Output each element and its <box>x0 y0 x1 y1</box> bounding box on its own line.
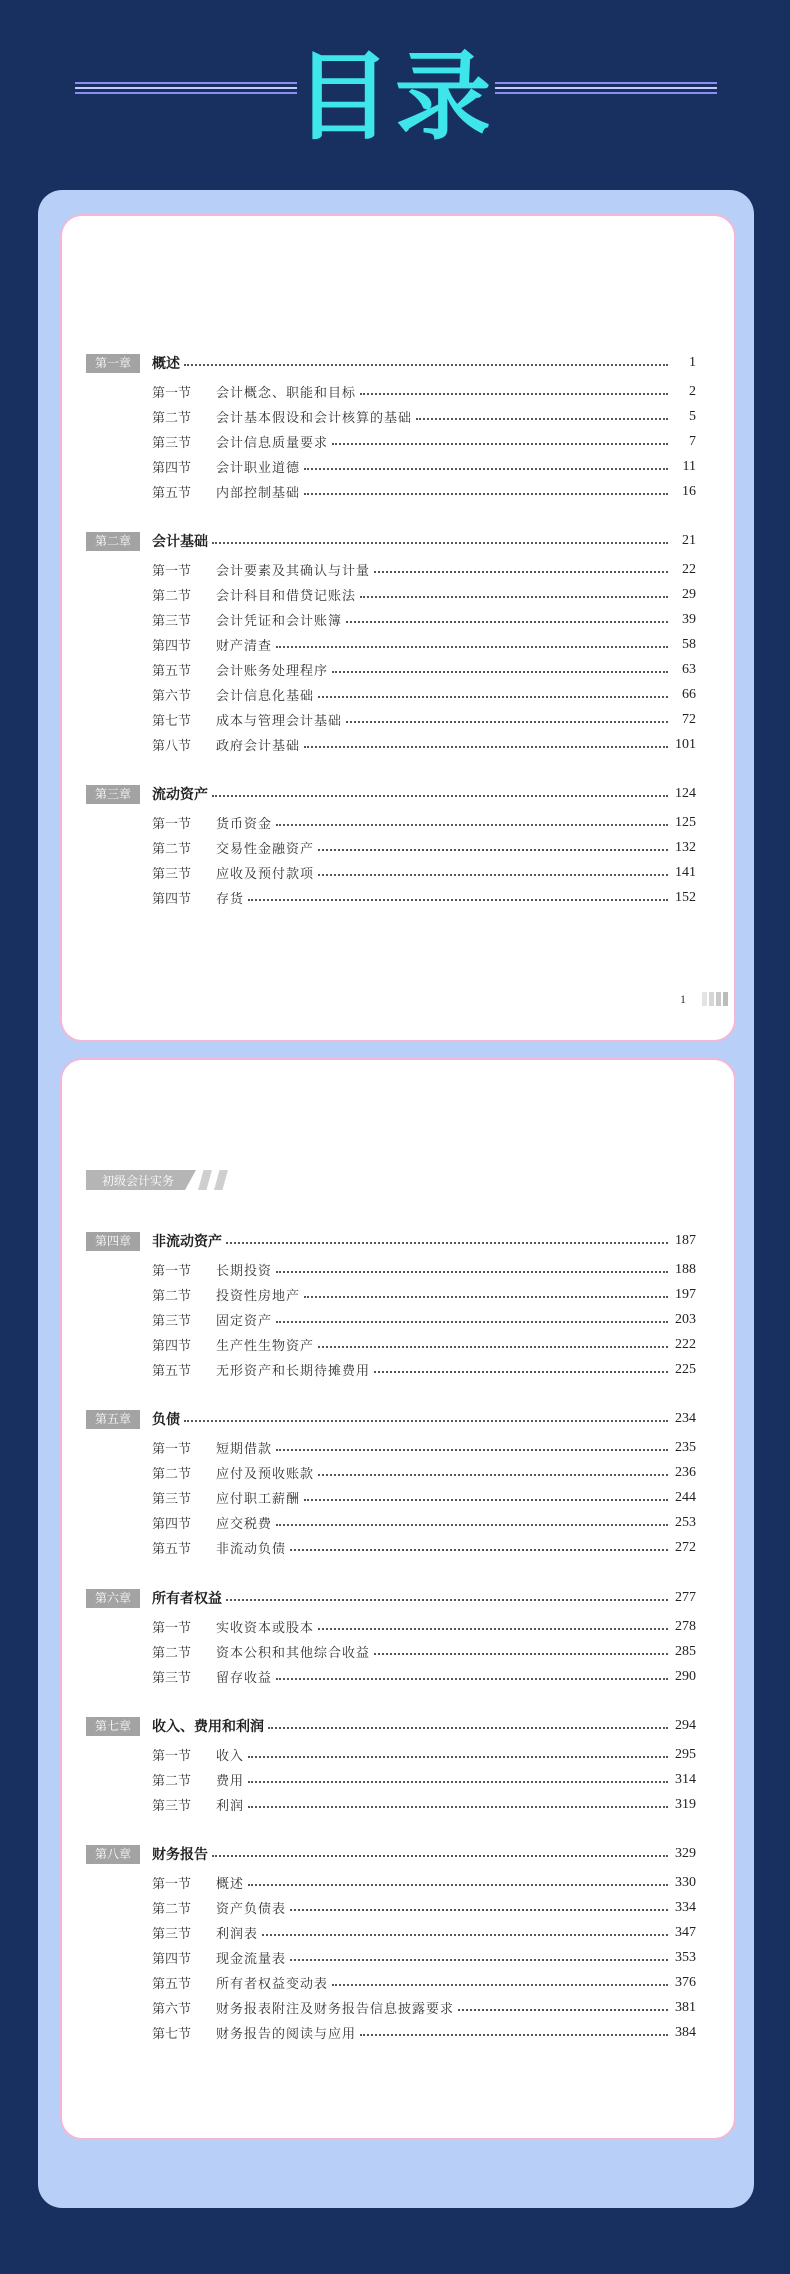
leader-dots <box>212 1855 668 1857</box>
section-number: 第二节 <box>152 1774 192 1789</box>
section-number: 第一节 <box>152 1621 192 1636</box>
leader-dots <box>374 571 668 573</box>
section-number: 第三节 <box>152 1492 192 1507</box>
section-title: 货币资金 <box>216 817 273 832</box>
section-number: 第三节 <box>152 436 192 451</box>
section-title: 固定资产 <box>216 1314 273 1329</box>
chapter-block <box>86 349 696 504</box>
section-row[interactable] <box>86 1767 696 1792</box>
leader-dots <box>276 1524 668 1526</box>
leader-dots <box>268 1727 668 1729</box>
leader-dots <box>248 1806 668 1808</box>
leader-dots <box>318 696 668 698</box>
section-number: 第三节 <box>152 1799 192 1814</box>
chapter-row[interactable] <box>86 1712 696 1740</box>
leader-dots <box>332 671 668 673</box>
section-title: 长期投资 <box>216 1264 273 1279</box>
chapter-title: 负债 <box>152 1412 180 1428</box>
section-page: 295 <box>675 1746 696 1762</box>
section-title: 交易性金融资产 <box>216 842 315 857</box>
chapter-title: 非流动资产 <box>152 1234 222 1250</box>
section-number: 第四节 <box>152 461 192 476</box>
section-title: 财务报表附注及财务报告信息披露要求 <box>216 2002 455 2017</box>
chapter-block <box>86 780 696 910</box>
chapter-title: 流动资产 <box>152 787 208 803</box>
section-number: 第三节 <box>152 867 192 882</box>
section-row[interactable] <box>86 1920 696 1945</box>
section-title: 实收资本或股本 <box>216 1621 315 1636</box>
leader-dots <box>416 418 668 420</box>
section-row[interactable] <box>86 479 696 504</box>
section-title: 费用 <box>216 1774 245 1789</box>
section-title: 现金流量表 <box>216 1952 287 1967</box>
section-row[interactable] <box>86 1357 696 1382</box>
leader-dots <box>212 542 668 544</box>
chapter-row[interactable] <box>86 780 696 808</box>
section-number: 第六节 <box>152 2002 192 2017</box>
section-row[interactable] <box>86 1895 696 1920</box>
section-title: 留存收益 <box>216 1671 273 1686</box>
leader-dots <box>360 2034 668 2036</box>
section-row[interactable] <box>86 1664 696 1689</box>
leader-dots <box>318 849 668 851</box>
section-row[interactable] <box>86 1257 696 1282</box>
section-number: 第四节 <box>152 639 192 654</box>
leader-dots <box>184 364 668 366</box>
section-row[interactable] <box>86 1614 696 1639</box>
chapter-number-badge: 第三章 <box>86 785 140 804</box>
chapter-number-badge: 第八章 <box>86 1845 140 1864</box>
section-row[interactable] <box>86 2020 696 2045</box>
chapter-page: 124 <box>675 786 696 801</box>
leader-dots <box>346 621 668 623</box>
chapter-row[interactable] <box>86 1840 696 1868</box>
book-tag-label: 初级会计实务 <box>102 1174 175 1188</box>
chapter-page: 187 <box>675 1233 696 1248</box>
section-page: 236 <box>675 1464 696 1480</box>
section-page: 235 <box>675 1439 696 1455</box>
leader-dots <box>360 393 668 395</box>
book-tag <box>86 1170 236 1190</box>
section-title: 财产清查 <box>216 639 273 654</box>
section-page: 314 <box>675 1771 696 1787</box>
section-row[interactable] <box>86 1435 696 1460</box>
chapter-title: 所有者权益 <box>152 1591 222 1607</box>
section-number: 第四节 <box>152 892 192 907</box>
section-number: 第三节 <box>152 1314 192 1329</box>
section-page: 285 <box>675 1643 696 1659</box>
section-title: 成本与管理会计基础 <box>216 714 343 729</box>
section-number: 第三节 <box>152 1671 192 1686</box>
leader-dots <box>290 1549 668 1551</box>
leader-dots <box>276 1271 668 1273</box>
section-title: 投资性房地产 <box>216 1289 301 1304</box>
chapter-block <box>86 1405 696 1560</box>
leader-dots <box>276 1449 668 1451</box>
section-page: 152 <box>675 889 696 905</box>
leader-dots <box>276 824 668 826</box>
leader-dots <box>290 1959 668 1961</box>
leader-dots <box>374 1371 668 1373</box>
chapter-row[interactable] <box>86 349 696 377</box>
section-page: 58 <box>682 636 696 652</box>
section-row[interactable] <box>86 707 696 732</box>
section-row[interactable] <box>86 810 696 835</box>
section-row[interactable] <box>86 404 696 429</box>
leader-dots <box>304 493 668 495</box>
leader-dots <box>304 746 668 748</box>
section-row[interactable] <box>86 379 696 404</box>
leader-dots <box>318 1346 668 1348</box>
section-page: 11 <box>682 458 696 474</box>
section-title: 会计基本假设和会计核算的基础 <box>216 411 413 426</box>
leader-dots <box>346 721 668 723</box>
leader-dots <box>304 1296 668 1298</box>
section-page: 278 <box>675 1618 696 1634</box>
page-decoration <box>702 992 734 1006</box>
section-row[interactable] <box>86 1995 696 2020</box>
section-number: 第四节 <box>152 1339 192 1354</box>
section-page: 63 <box>682 661 696 677</box>
section-row[interactable] <box>86 682 696 707</box>
section-title: 应付及预收账款 <box>216 1467 315 1482</box>
section-page: 384 <box>675 2024 696 2040</box>
section-title: 应付职工薪酬 <box>216 1492 301 1507</box>
section-row[interactable] <box>86 1485 696 1510</box>
section-row[interactable] <box>86 1970 696 1995</box>
chapter-page: 329 <box>675 1846 696 1861</box>
section-title: 非流动负债 <box>216 1542 287 1557</box>
leader-dots <box>458 2009 668 2011</box>
section-page: 381 <box>675 1999 696 2015</box>
section-page: 188 <box>675 1261 696 1277</box>
section-page: 132 <box>675 839 696 855</box>
chapter-page: 294 <box>675 1718 696 1733</box>
section-title: 政府会计基础 <box>216 739 301 754</box>
section-row[interactable] <box>86 1510 696 1535</box>
section-row[interactable] <box>86 1945 696 1970</box>
section-title: 生产性生物资产 <box>216 1339 315 1354</box>
chapter-page: 21 <box>682 533 696 548</box>
section-number: 第一节 <box>152 1877 192 1892</box>
section-number: 第二节 <box>152 1902 192 1917</box>
section-title: 内部控制基础 <box>216 486 301 501</box>
section-page: 22 <box>682 561 696 577</box>
chapter-block <box>86 1712 696 1817</box>
toc-page-1 <box>60 214 736 1042</box>
chapter-block <box>86 527 696 757</box>
leader-dots <box>212 795 668 797</box>
section-page: 125 <box>675 814 696 830</box>
section-row[interactable] <box>86 1460 696 1485</box>
section-title: 应收及预付款项 <box>216 867 315 882</box>
section-title: 应交税费 <box>216 1517 273 1532</box>
page-title: 目录 <box>295 41 495 153</box>
leader-dots <box>226 1599 668 1601</box>
section-title: 会计账务处理程序 <box>216 664 329 679</box>
section-title: 利润 <box>216 1799 245 1814</box>
section-title: 短期借款 <box>216 1442 273 1457</box>
section-page: 376 <box>675 1974 696 1990</box>
leader-dots <box>248 1756 668 1758</box>
section-title: 会计职业道德 <box>216 461 301 476</box>
leader-dots <box>248 899 668 901</box>
section-number: 第三节 <box>152 614 192 629</box>
section-page: 66 <box>682 686 696 702</box>
section-row[interactable] <box>86 657 696 682</box>
chapter-page: 277 <box>675 1590 696 1605</box>
section-number: 第二节 <box>152 842 192 857</box>
section-page: 141 <box>675 864 696 880</box>
section-number: 第五节 <box>152 664 192 679</box>
leader-dots <box>318 1628 668 1630</box>
section-row[interactable] <box>86 454 696 479</box>
section-row[interactable] <box>86 557 696 582</box>
section-page: 290 <box>675 1668 696 1684</box>
section-page: 72 <box>682 711 696 727</box>
section-row[interactable] <box>86 1639 696 1664</box>
chapter-page: 234 <box>675 1411 696 1426</box>
section-row[interactable] <box>86 582 696 607</box>
leader-dots <box>248 1781 668 1783</box>
section-title: 会计信息质量要求 <box>216 436 329 451</box>
section-row[interactable] <box>86 1792 696 1817</box>
leader-dots <box>248 1884 668 1886</box>
section-row[interactable] <box>86 429 696 454</box>
chapter-block <box>86 1584 696 1689</box>
section-number: 第一节 <box>152 386 192 401</box>
leader-dots <box>276 1678 668 1680</box>
section-title: 无形资产和长期待摊费用 <box>216 1364 371 1379</box>
leader-dots <box>332 443 668 445</box>
chapter-row[interactable] <box>86 1584 696 1612</box>
chapter-number-badge: 第六章 <box>86 1589 140 1608</box>
section-page: 197 <box>675 1286 696 1302</box>
chapter-number-badge: 第一章 <box>86 354 140 373</box>
section-row[interactable] <box>86 1332 696 1357</box>
leader-dots <box>226 1242 668 1244</box>
section-number: 第四节 <box>152 1517 192 1532</box>
chapter-row[interactable] <box>86 527 696 555</box>
section-number: 第二节 <box>152 411 192 426</box>
section-row[interactable] <box>86 835 696 860</box>
section-number: 第六节 <box>152 689 192 704</box>
chapter-block <box>86 1227 696 1382</box>
section-row[interactable] <box>86 1742 696 1767</box>
leader-dots <box>276 646 668 648</box>
section-number: 第五节 <box>152 1364 192 1379</box>
chapter-page: 1 <box>689 355 696 370</box>
section-page: 7 <box>689 433 696 449</box>
section-page: 39 <box>682 611 696 627</box>
section-title: 资本公积和其他综合收益 <box>216 1646 371 1661</box>
section-number: 第七节 <box>152 2027 192 2042</box>
leader-dots <box>276 1321 668 1323</box>
chapter-title: 财务报告 <box>152 1847 208 1863</box>
section-number: 第二节 <box>152 589 192 604</box>
section-number: 第八节 <box>152 739 192 754</box>
section-title: 会计凭证和会计账簿 <box>216 614 343 629</box>
leader-dots <box>332 1984 668 1986</box>
chapter-number-badge: 第四章 <box>86 1232 140 1251</box>
section-number: 第七节 <box>152 714 192 729</box>
section-number: 第三节 <box>152 1927 192 1942</box>
leader-dots <box>304 468 668 470</box>
section-number: 第四节 <box>152 1952 192 1967</box>
leader-dots <box>318 874 668 876</box>
section-row[interactable] <box>86 607 696 632</box>
section-number: 第五节 <box>152 486 192 501</box>
section-page: 16 <box>682 483 696 499</box>
leader-dots <box>262 1934 668 1936</box>
section-page: 101 <box>675 736 696 752</box>
leader-dots <box>318 1474 668 1476</box>
section-title: 概述 <box>216 1877 245 1892</box>
section-number: 第一节 <box>152 817 192 832</box>
chapter-number-badge: 第二章 <box>86 532 140 551</box>
section-row[interactable] <box>86 885 696 910</box>
section-page: 347 <box>675 1924 696 1940</box>
section-title: 资产负债表 <box>216 1902 287 1917</box>
section-number: 第一节 <box>152 1264 192 1279</box>
leader-dots <box>374 1653 668 1655</box>
page-number: 1 <box>680 992 686 1006</box>
section-page: 203 <box>675 1311 696 1327</box>
section-title: 所有者权益变动表 <box>216 1977 329 1992</box>
section-page: 222 <box>675 1336 696 1352</box>
section-page: 272 <box>675 1539 696 1555</box>
section-page: 330 <box>675 1874 696 1890</box>
section-page: 353 <box>675 1949 696 1965</box>
section-number: 第二节 <box>152 1467 192 1482</box>
section-number: 第五节 <box>152 1542 192 1557</box>
leader-dots <box>184 1420 668 1422</box>
chapter-block <box>86 1840 696 2045</box>
section-title: 会计科目和借贷记账法 <box>216 589 357 604</box>
section-number: 第一节 <box>152 564 192 579</box>
title-decoration-right <box>495 82 717 96</box>
section-title: 财务报告的阅读与应用 <box>216 2027 357 2042</box>
section-page: 29 <box>682 586 696 602</box>
section-number: 第二节 <box>152 1289 192 1304</box>
section-page: 244 <box>675 1489 696 1505</box>
section-number: 第二节 <box>152 1646 192 1661</box>
section-page: 253 <box>675 1514 696 1530</box>
section-title: 会计信息化基础 <box>216 689 315 704</box>
toc-page-2 <box>60 1058 736 2140</box>
chapter-title: 收入、费用和利润 <box>152 1719 264 1735</box>
section-title: 存货 <box>216 892 245 907</box>
section-page: 2 <box>689 383 696 399</box>
section-row[interactable] <box>86 1282 696 1307</box>
chapter-title: 会计基础 <box>152 534 208 550</box>
chapter-row[interactable] <box>86 1405 696 1433</box>
section-title: 利润表 <box>216 1927 259 1942</box>
section-row[interactable] <box>86 1535 696 1560</box>
section-number: 第五节 <box>152 1977 192 1992</box>
chapter-number-badge: 第七章 <box>86 1717 140 1736</box>
section-number: 第一节 <box>152 1749 192 1764</box>
section-row[interactable] <box>86 1307 696 1332</box>
header <box>0 0 790 190</box>
section-title: 收入 <box>216 1749 245 1764</box>
chapter-title: 概述 <box>152 356 180 372</box>
leader-dots <box>290 1909 668 1911</box>
section-row[interactable] <box>86 632 696 657</box>
section-row[interactable] <box>86 732 696 757</box>
section-title: 会计概念、职能和目标 <box>216 386 357 401</box>
section-page: 334 <box>675 1899 696 1915</box>
leader-dots <box>360 596 668 598</box>
section-title: 会计要素及其确认与计量 <box>216 564 371 579</box>
chapter-row[interactable] <box>86 1227 696 1255</box>
section-page: 319 <box>675 1796 696 1812</box>
chapter-number-badge: 第五章 <box>86 1410 140 1429</box>
leader-dots <box>304 1499 668 1501</box>
section-row[interactable] <box>86 860 696 885</box>
section-number: 第一节 <box>152 1442 192 1457</box>
section-page: 225 <box>675 1361 696 1377</box>
section-row[interactable] <box>86 1870 696 1895</box>
section-page: 5 <box>689 408 696 424</box>
